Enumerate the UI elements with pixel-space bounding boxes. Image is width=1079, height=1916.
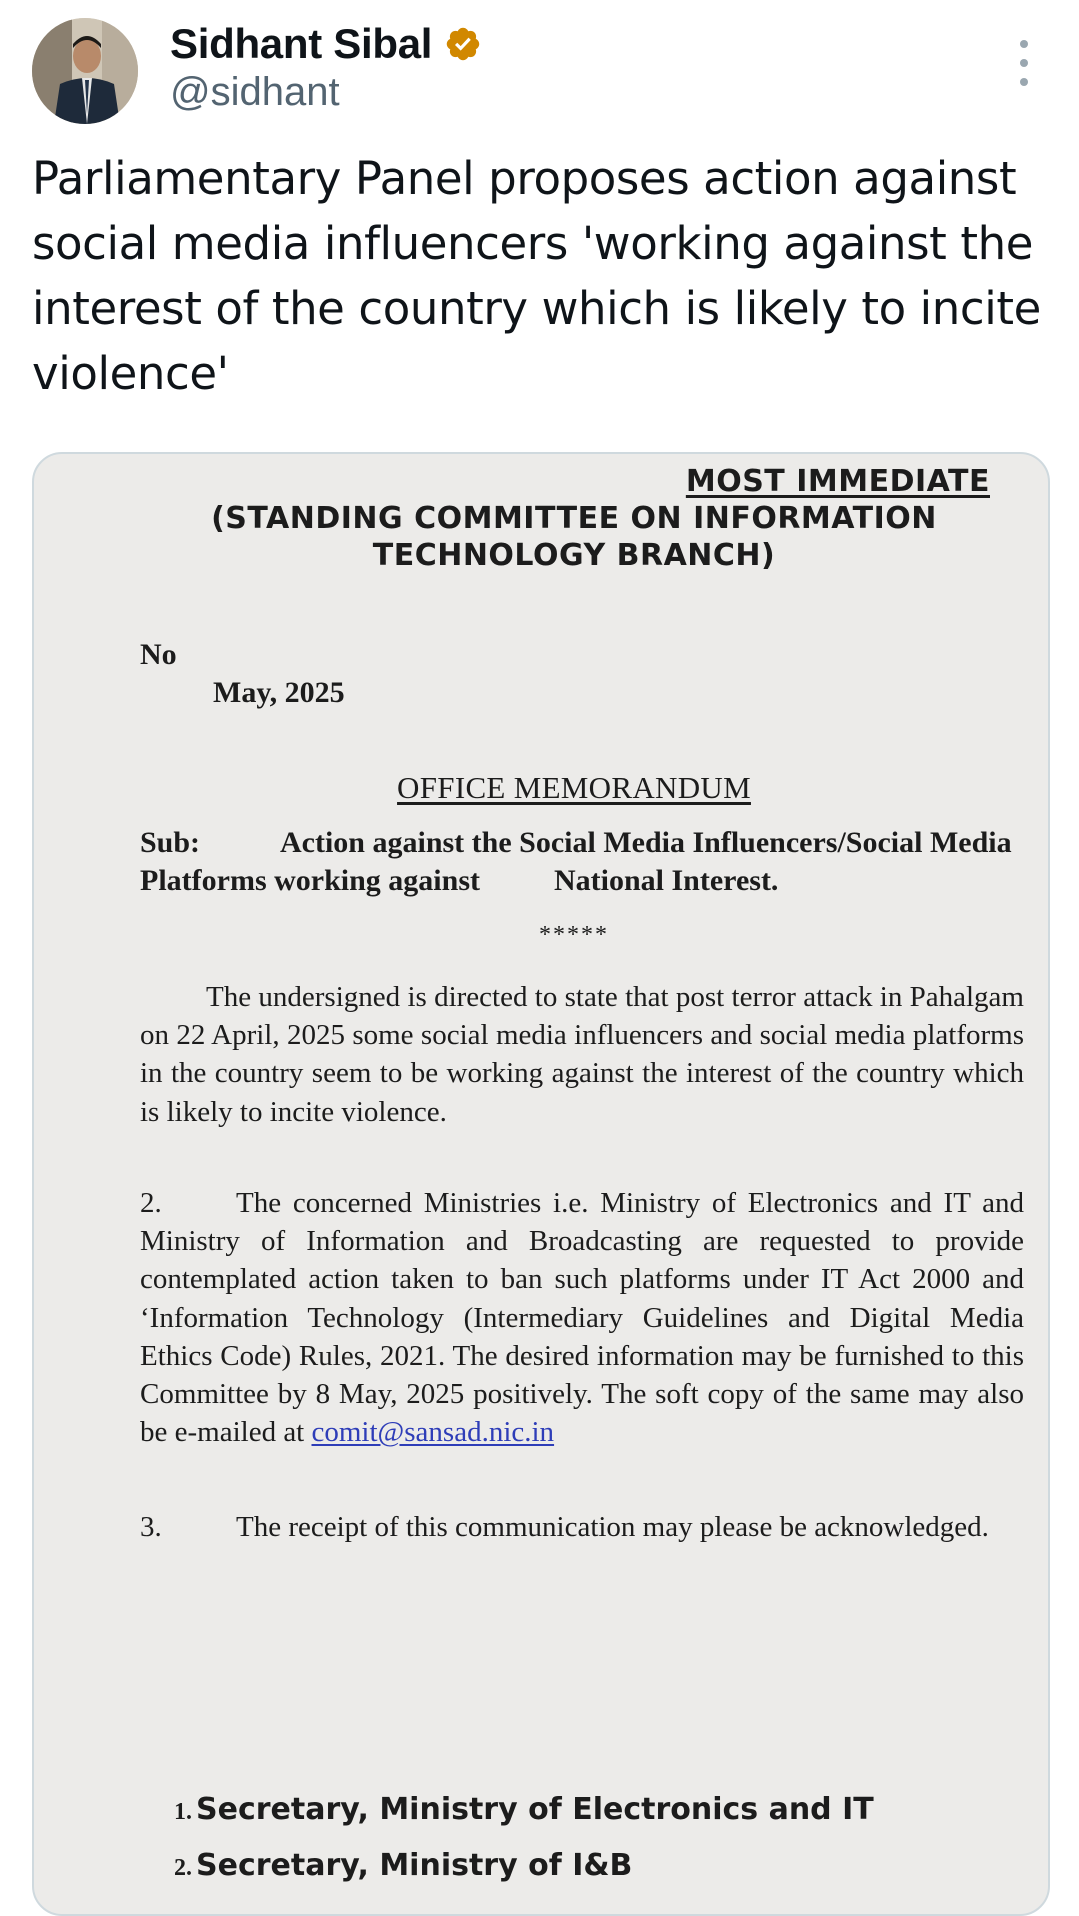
- subject-text-end: National Interest.: [554, 864, 779, 897]
- display-name[interactable]: Sidhant Sibal: [170, 20, 433, 67]
- more-options-button[interactable]: [1010, 40, 1038, 86]
- more-dot-icon: [1020, 78, 1028, 86]
- paragraph-3-number: 3.: [140, 1511, 162, 1543]
- separator-stars: *****: [539, 922, 609, 948]
- verified-badge-icon[interactable]: [444, 25, 482, 63]
- committee-branch-heading: [34, 500, 1050, 574]
- memo-date: May, 2025: [213, 676, 345, 709]
- office-memorandum-document: [34, 454, 1048, 1914]
- paragraph-3-text: The receipt of this communication may please be acknowledged.: [236, 1511, 989, 1543]
- memo-number-label: No: [140, 638, 177, 671]
- office-memorandum-title: OFFICE MEMORANDUM: [397, 770, 751, 805]
- more-dot-icon: [1020, 40, 1028, 48]
- more-dot-icon: [1020, 59, 1028, 67]
- addressee-text: Secretary, Ministry of Electronics and IT: [196, 1792, 874, 1827]
- addressee-1: [174, 1792, 874, 1827]
- most-immediate-label: MOST IMMEDIATE: [685, 464, 990, 499]
- paragraph-2: [140, 1184, 1024, 1451]
- addressee-number: 2.: [174, 1855, 192, 1881]
- paragraph-2-text: The concerned Ministries i.e. Ministry of Electronics and IT and Ministry of Information and Broadcasting are requested to provide contemplated action taken to ban such platforms under IT Act 2000 and ‘Information Technology (Intermediary Guidelines and Digital Media Ethics Code) Rules, 2021. The desired information may be furnished to this Committee by 8 May, 2025 positively. The soft copy of the same may also be e-mailed at: [140, 1187, 1024, 1449]
- addressee-text: Secretary, Ministry of I&B: [196, 1848, 633, 1883]
- tweet-media-image[interactable]: [32, 452, 1050, 1916]
- tweet-text: Parliamentary Panel proposes action against social media influencers 'working against the interest of the country which is likely to incite violence': [32, 152, 1041, 400]
- avatar-portrait-icon: [32, 18, 138, 124]
- branch-line-2: TECHNOLOGY BRANCH): [372, 538, 776, 573]
- addressee-number: 1.: [174, 1799, 192, 1825]
- email-link[interactable]: comit@sansad.nic.in: [311, 1416, 555, 1449]
- branch-line-1: (STANDING COMMITTEE ON INFORMATION: [211, 501, 937, 536]
- paragraph-1: The undersigned is directed to state that post terror attack in Pahalgam on 22 April, 2025 some social media influencers and social media platforms in the country seem to be working against the interest of the country which is likely to incite violence.: [140, 981, 1024, 1128]
- paragraph-3: [140, 1508, 1024, 1546]
- name-row: [170, 18, 482, 70]
- addressee-2: [174, 1848, 632, 1883]
- subject-label: Sub:: [140, 826, 201, 859]
- subject-line: [140, 824, 1024, 900]
- paragraph-2-number: 2.: [140, 1187, 162, 1219]
- subject-text: Action against the Social Media Influencers/Social Media Platforms working against: [140, 826, 1012, 897]
- user-handle[interactable]: @sidhant: [170, 70, 340, 114]
- avatar[interactable]: [32, 18, 138, 124]
- tweet-header: [0, 0, 1079, 140]
